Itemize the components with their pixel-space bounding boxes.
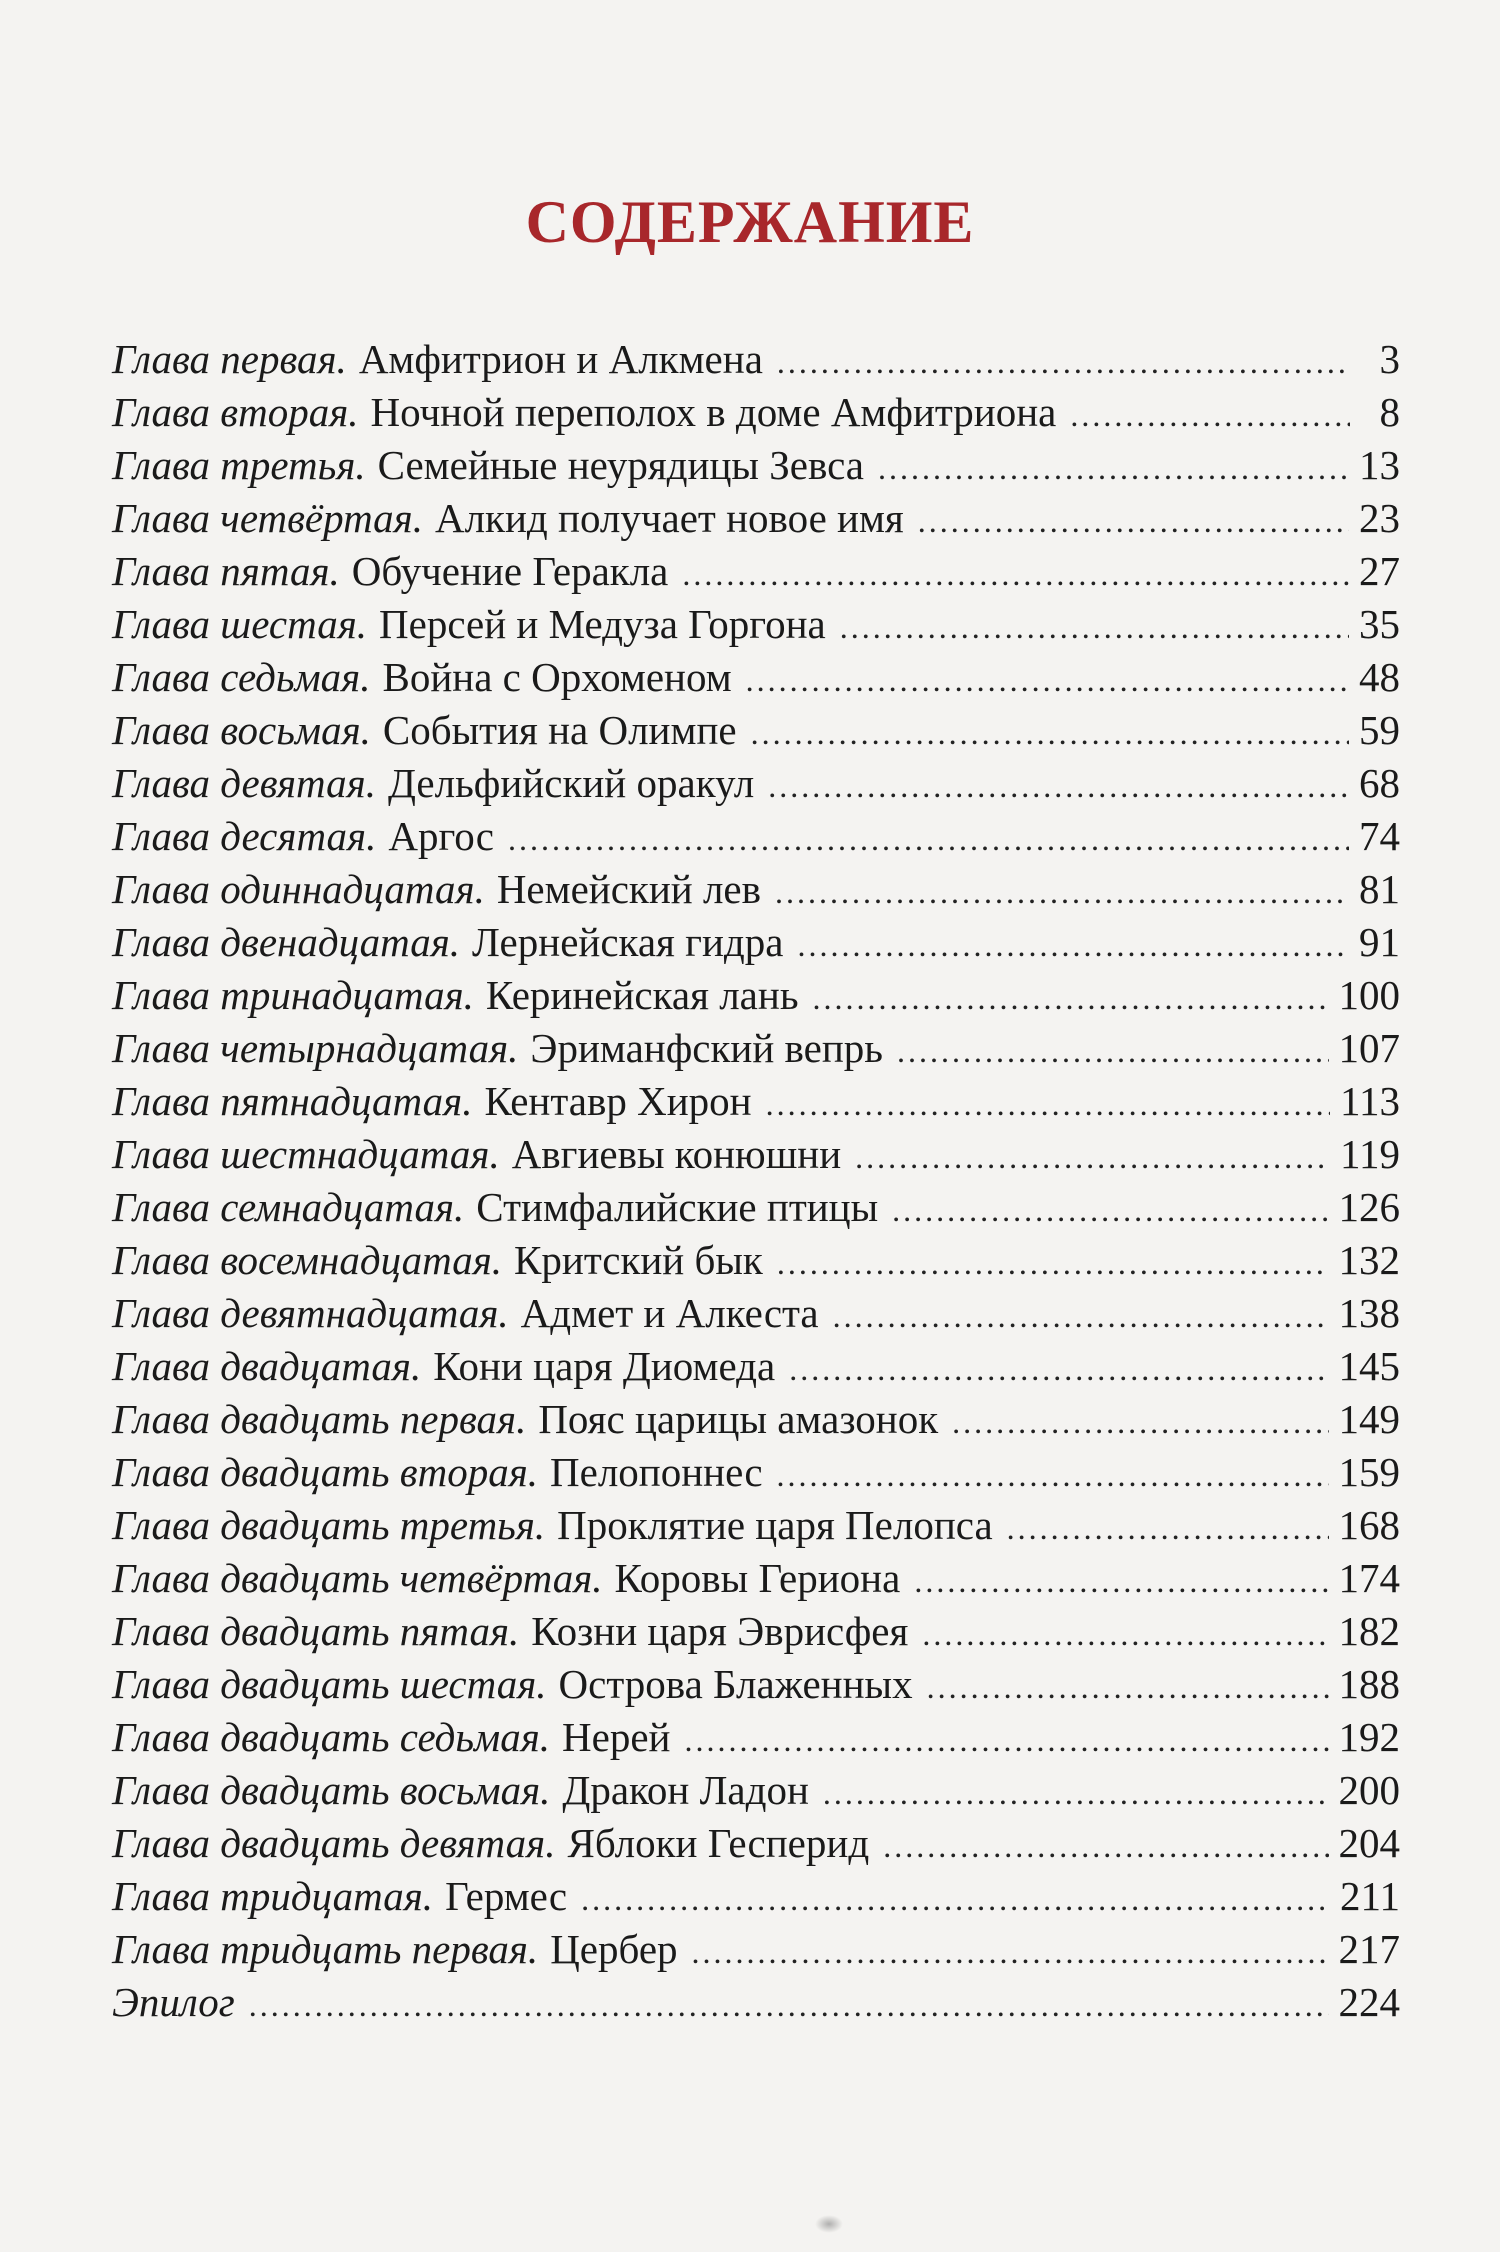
- toc-chapter-title: Лернейская гидра: [472, 919, 784, 965]
- toc-dot-leader: [692, 1926, 1329, 1979]
- toc-chapter-title: Семейные неурядицы Зевса: [377, 442, 864, 488]
- toc-chapter-title: Нерей: [562, 1714, 671, 1760]
- toc-chapter-number: Глава двадцать первая.: [112, 1396, 527, 1442]
- toc-dot-leader: [508, 813, 1349, 866]
- toc-page-number: 27: [1359, 548, 1400, 594]
- toc-dot-leader: [1070, 389, 1350, 442]
- toc-dot-leader: [777, 1237, 1329, 1290]
- toc-chapter-title: Проклятие царя Пелопса: [557, 1502, 993, 1548]
- toc-dot-leader: [746, 654, 1349, 707]
- toc-page-number: 3: [1379, 336, 1400, 382]
- toc-entry: [112, 863, 1400, 916]
- toc-chapter-number: Глава десятая.: [112, 813, 377, 859]
- toc-entry: [112, 1552, 1400, 1605]
- toc-dot-leader: [914, 1555, 1328, 1608]
- toc-dot-leader: [922, 1608, 1328, 1661]
- toc-entry: [112, 757, 1400, 810]
- toc-entry: [112, 1340, 1400, 1393]
- toc-chapter-title: Коровы Гериона: [614, 1555, 901, 1601]
- toc-chapter-number: Глава третья.: [112, 442, 366, 488]
- toc-entry: [112, 1870, 1400, 1923]
- toc-dot-leader: [777, 336, 1350, 389]
- toc-chapter-title: Яблоки Гесперид: [567, 1820, 870, 1866]
- toc-entry: [112, 1287, 1400, 1340]
- toc-entry: [112, 916, 1400, 969]
- toc-page-number: 35: [1359, 601, 1400, 647]
- toc-chapter-title: Острова Блаженных: [558, 1661, 913, 1707]
- toc-dot-leader: [878, 442, 1349, 495]
- toc-page-number: 204: [1338, 1820, 1400, 1866]
- toc-dot-leader: [855, 1131, 1330, 1184]
- toc-chapter-number: Глава восьмая.: [112, 707, 371, 753]
- toc-dot-leader: [768, 760, 1349, 813]
- toc-chapter-number: Глава тридцать первая.: [112, 1926, 539, 1972]
- toc-chapter-number: Глава тринадцатая.: [112, 972, 474, 1018]
- toc-chapter-number: Глава пятнадцатая.: [112, 1078, 473, 1124]
- toc-chapter-number: Глава двенадцатая.: [112, 919, 461, 965]
- toc-dot-leader: [952, 1396, 1328, 1449]
- toc-dot-leader: [892, 1184, 1328, 1237]
- toc-entry: [112, 1128, 1400, 1181]
- toc-dot-leader: [823, 1767, 1329, 1820]
- toc-page-number: 211: [1340, 1873, 1400, 1919]
- toc-chapter-title: Кони царя Диомеда: [433, 1343, 776, 1389]
- toc-entry: [112, 333, 1400, 386]
- toc-chapter-number: Глава семнадцатая.: [112, 1184, 465, 1230]
- toc-chapter-title: Эриманфский вепрь: [530, 1025, 883, 1071]
- toc-chapter-title: Дельфийский оракул: [387, 760, 755, 806]
- toc-page-number: 188: [1338, 1661, 1400, 1707]
- paper-smudge: [815, 2215, 843, 2233]
- toc-page-number: 8: [1379, 389, 1400, 435]
- toc-dot-leader: [897, 1025, 1329, 1078]
- toc-chapter-title: Критский бык: [514, 1237, 763, 1283]
- toc-chapter-number: Глава двадцатая.: [112, 1343, 422, 1389]
- toc-page-number: 100: [1338, 972, 1400, 1018]
- toc-dot-leader: [840, 601, 1349, 654]
- toc-chapter-number: Глава восемнадцатая.: [112, 1237, 503, 1283]
- toc-chapter-title: Обучение Геракла: [351, 548, 669, 594]
- toc-page-number: 48: [1359, 654, 1400, 700]
- toc-chapter-number: Глава двадцать седьмая.: [112, 1714, 551, 1760]
- toc-chapter-title: Война с Орхоменом: [382, 654, 732, 700]
- toc-chapter-title: Адмет и Алкеста: [520, 1290, 819, 1336]
- toc-dot-leader: [883, 1820, 1328, 1873]
- toc-chapter-number: Глава двадцать девятая.: [112, 1820, 556, 1866]
- toc-entry: [112, 1923, 1400, 1976]
- toc-chapter-title: Пояс царицы амазонок: [538, 1396, 939, 1442]
- table-of-contents: [112, 333, 1400, 2029]
- toc-page-number: 59: [1359, 707, 1400, 753]
- toc-dot-leader: [918, 495, 1349, 548]
- toc-page-number: 132: [1338, 1237, 1400, 1283]
- toc-chapter-number: Глава первая.: [112, 336, 347, 382]
- toc-dot-leader: [813, 972, 1329, 1025]
- toc-page-number: 107: [1338, 1025, 1400, 1071]
- toc-entry: [112, 969, 1400, 1022]
- toc-dot-leader: [777, 1449, 1329, 1502]
- toc-chapter-title: Персей и Медуза Горгона: [379, 601, 826, 647]
- toc-dot-leader: [249, 1979, 1329, 2032]
- toc-chapter-number: Глава шестнадцатая.: [112, 1131, 500, 1177]
- toc-page-number: 81: [1359, 866, 1400, 912]
- toc-chapter-number: Глава двадцать вторая.: [112, 1449, 539, 1495]
- toc-page-number: 126: [1338, 1184, 1400, 1230]
- toc-chapter-number: Глава девятнадцатая.: [112, 1290, 509, 1336]
- page-title: СОДЕРЖАНИЕ: [525, 189, 975, 255]
- toc-chapter-number: Глава двадцать шестая.: [112, 1661, 547, 1707]
- toc-chapter-number: Эпилог: [112, 1979, 235, 2025]
- toc-entry: [112, 1075, 1400, 1128]
- toc-page-number: 68: [1359, 760, 1400, 806]
- toc-chapter-title: Гермес: [445, 1873, 568, 1919]
- toc-entry: [112, 1658, 1400, 1711]
- toc-chapter-number: Глава двадцать третья.: [112, 1502, 546, 1548]
- toc-chapter-number: Глава шестая.: [112, 601, 368, 647]
- toc-page-number: 217: [1338, 1926, 1400, 1972]
- toc-dot-leader: [1007, 1502, 1329, 1555]
- toc-entry: [112, 1393, 1400, 1446]
- toc-page-number: 174: [1338, 1555, 1400, 1601]
- toc-dot-leader: [682, 548, 1349, 601]
- toc-chapter-title: Дракон Ладон: [562, 1767, 809, 1813]
- toc-dot-leader: [833, 1290, 1329, 1343]
- toc-chapter-title: Аргос: [388, 813, 494, 859]
- toc-page-number: 23: [1359, 495, 1400, 541]
- toc-dot-leader: [789, 1343, 1328, 1396]
- toc-entry: [112, 1022, 1400, 1075]
- toc-dot-leader: [581, 1873, 1330, 1926]
- toc-entry: [112, 598, 1400, 651]
- toc-page-number: 74: [1359, 813, 1400, 859]
- toc-chapter-title: Цербер: [550, 1926, 678, 1972]
- toc-chapter-number: Глава седьмая.: [112, 654, 371, 700]
- toc-entry: [112, 810, 1400, 863]
- toc-chapter-title: Амфитрион и Алкмена: [358, 336, 763, 382]
- toc-chapter-number: Глава пятая.: [112, 548, 340, 594]
- toc-entry: [112, 492, 1400, 545]
- toc-entry: [112, 545, 1400, 598]
- toc-page-number: 113: [1340, 1078, 1400, 1124]
- toc-page-number: 192: [1338, 1714, 1400, 1760]
- toc-chapter-title: Немейский лев: [496, 866, 761, 912]
- toc-entry: [112, 1605, 1400, 1658]
- toc-page-number: 138: [1338, 1290, 1400, 1336]
- toc-chapter-title: Ночной переполох в доме Амфитриона: [370, 389, 1057, 435]
- toc-chapter-title: Алкид получает новое имя: [434, 495, 904, 541]
- toc-chapter-title: События на Олимпе: [382, 707, 737, 753]
- toc-entry: [112, 1234, 1400, 1287]
- toc-dot-leader: [797, 919, 1349, 972]
- toc-dot-leader: [766, 1078, 1330, 1131]
- toc-chapter-title: Керинейская лань: [485, 972, 799, 1018]
- toc-entry: [112, 1446, 1400, 1499]
- toc-chapter-number: Глава четвёртая.: [112, 495, 423, 541]
- toc-chapter-title: Кентавр Хирон: [484, 1078, 752, 1124]
- toc-entry: [112, 1976, 1400, 2029]
- toc-entry: [112, 1764, 1400, 1817]
- toc-chapter-number: Глава тридцатая.: [112, 1873, 434, 1919]
- toc-entry: [112, 651, 1400, 704]
- toc-entry: [112, 1181, 1400, 1234]
- toc-entry: [112, 1711, 1400, 1764]
- toc-entry: [112, 1817, 1400, 1870]
- toc-dot-leader: [684, 1714, 1328, 1767]
- toc-chapter-title: Стимфалийские птицы: [476, 1184, 879, 1230]
- toc-page-number: 224: [1338, 1979, 1400, 2025]
- toc-chapter-number: Глава одиннадцатая.: [112, 866, 485, 912]
- toc-chapter-number: Глава девятая.: [112, 760, 376, 806]
- toc-chapter-number: Глава двадцать четвёртая.: [112, 1555, 603, 1601]
- toc-entry: [112, 704, 1400, 757]
- toc-page-number: 149: [1338, 1396, 1400, 1442]
- toc-page-number: 159: [1338, 1449, 1400, 1495]
- toc-chapter-number: Глава двадцать восьмая.: [112, 1767, 551, 1813]
- toc-chapter-number: Глава двадцать пятая.: [112, 1608, 520, 1654]
- toc-chapter-number: Глава четырнадцатая.: [112, 1025, 519, 1071]
- toc-chapter-number: Глава вторая.: [112, 389, 359, 435]
- toc-chapter-title: Авгиевы конюшни: [511, 1131, 842, 1177]
- toc-dot-leader: [775, 866, 1349, 919]
- toc-page-number: 91: [1359, 919, 1400, 965]
- toc-entry: [112, 439, 1400, 492]
- toc-dot-leader: [751, 707, 1349, 760]
- toc-entry: [112, 386, 1400, 439]
- toc-entry: [112, 1499, 1400, 1552]
- toc-page-number: 119: [1340, 1131, 1400, 1177]
- toc-chapter-title: Пелопоннес: [550, 1449, 763, 1495]
- toc-page-number: 13: [1359, 442, 1400, 488]
- toc-page-number: 200: [1338, 1767, 1400, 1813]
- toc-page-number: 145: [1338, 1343, 1400, 1389]
- toc-dot-leader: [927, 1661, 1329, 1714]
- toc-page-number: 182: [1338, 1608, 1400, 1654]
- toc-page-number: 168: [1338, 1502, 1400, 1548]
- toc-chapter-title: Козни царя Эврисфея: [531, 1608, 909, 1654]
